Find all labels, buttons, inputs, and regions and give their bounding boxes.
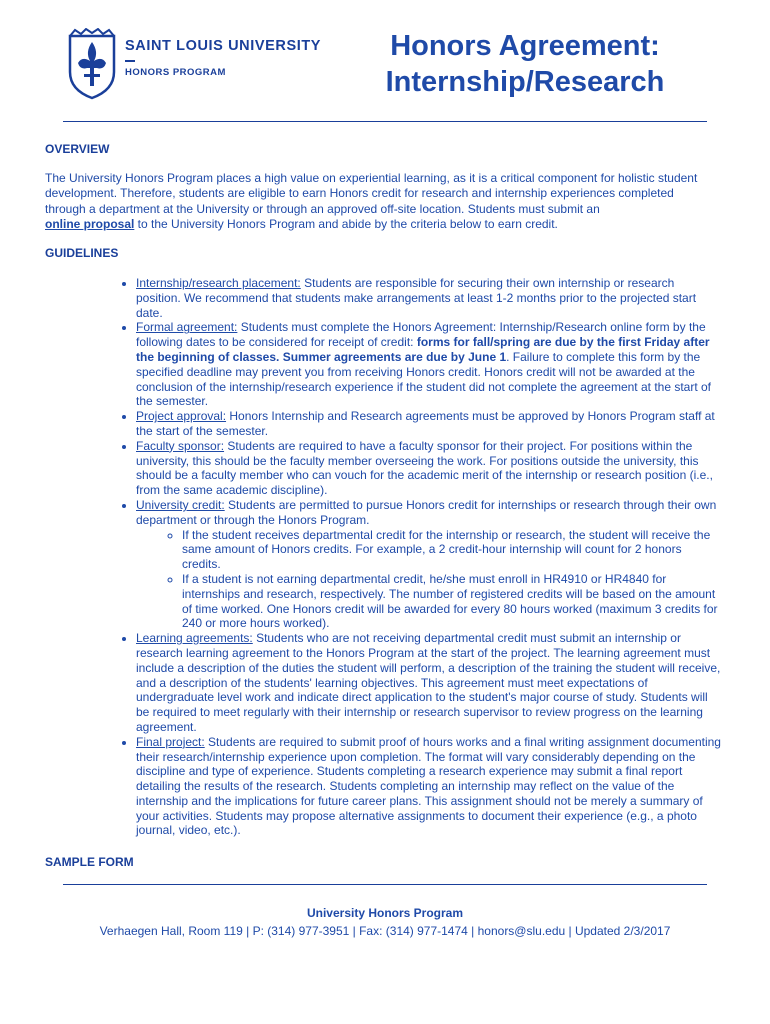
item-label: University credit:	[136, 497, 225, 512]
overview-heading: OVERVIEW	[45, 142, 110, 156]
item-text: Students are responsible for securing their own internship or research position. We recommend that students make arrangements at least 1-2 months prior to the projected start date.	[136, 276, 697, 320]
item-text: . Failure to complete this form by the specified deadline may prevent you from receiving Honors credit. Honors credit will not be awarded at the conclusion of the internship/research experience if the student did not complete the agreement at the start of the semester.	[136, 349, 712, 409]
item-label: Formal agreement:	[136, 320, 238, 335]
list-item	[136, 498, 721, 631]
item-text: Students are required to have a faculty sponsor for their project. For positions within the university, this should be the faculty member overseeing the work. For positions outside the university, this should be a faculty member who can vouch for the academic merit of the internship or research position (i.e., from the same academic discipline).	[136, 438, 713, 498]
item-text: Honors Internship and Research agreements must be approved by Honors Program staff at the start of the semester.	[136, 409, 715, 438]
overview-text-end: to the University Honors Program and abide by the criteria below to earn credit.	[134, 217, 558, 232]
item-label: Final project:	[136, 734, 205, 749]
title-line-2: Internship/Research	[385, 66, 665, 98]
page-title	[360, 28, 690, 100]
fleur-de-lis-shield-icon	[66, 28, 118, 100]
item-label: Internship/research placement:	[136, 276, 301, 290]
online-proposal-link[interactable]: online proposal	[45, 217, 135, 232]
item-deadline: forms for fall/spring are due by the first Friday after the beginning of classes. Summer agreements are due by June 1	[136, 335, 710, 364]
sub-list-item: ◦ If a student is not earning departmental credit, he/she must enroll in HR4910 or HR4840 for internships and research, respectively. The number of registered credits will be based on the amount of time worked. One Honors credit will be awarded for every 80 hours worked (maximum 3 credits for 240 or more hours worked).	[182, 572, 721, 631]
footer-divider	[63, 884, 707, 885]
sub-list-item: ◦ If the student receives departmental credit for the internship or research, the student will receive the same amount of Honors credits. For example, a 2 credit-hour internship will count for 2 honors credits.	[182, 528, 721, 572]
item-label: Learning agreements:	[136, 631, 253, 646]
university-name: SAINT LOUIS UNIVERSITY	[125, 38, 322, 54]
list-item	[136, 631, 721, 735]
title-line-1: Honors Agreement:	[390, 30, 660, 62]
sample-form-heading: SAMPLE FORM	[45, 855, 134, 869]
list-item	[136, 735, 721, 839]
list-item	[136, 439, 721, 498]
footer-org: University Honors Program	[306, 906, 464, 920]
item-text: Students must complete the Honors Agreement: Internship/Research online form by the following dates to be considered for receipt of credit:	[136, 320, 706, 350]
list-item	[136, 276, 721, 320]
footer-contact: Verhaegen Hall, Room 119 | P: (314) 977-3951 | Fax: (314) 977-1474 | honors@slu.edu | Updated 2/3/2017	[99, 924, 671, 938]
item-text: Students are required to submit proof of hours works and a final writing assignment documenting their research/internship experience upon completion. The format will vary considerably depending on the discipline and type of experience. Students completing a research experience may submit a final report detailing the results of the research. Students completing an internship may reflect on the value of the internship and the implications for future career plans. This assignment should not be merely a summary of your activities. Students may propose alternative assignments to document their experience (e.g., a photo journal, video, etc.).	[136, 734, 721, 838]
item-text: Students are permitted to pursue Honors credit for internships or research through their own department or through the Honors Program.	[136, 497, 717, 527]
program-name: HONORS PROGRAM	[125, 67, 226, 78]
item-text: Students who are not receiving departmental credit must submit an internship or research learning agreement to the Honors Program at the start of the project. The learning agreement must include a description of the duties the student will perform, a description of the training the student will receive, and a description of the students' learning objectives. This agreement must meet expectations of undergraduate level work and indicate direct application to the student's major course of study. Students will be required to meet regularly with their internship or research supervisor to review progress on the learning agreement.	[136, 631, 721, 734]
sub-list	[136, 528, 721, 632]
list-item	[136, 409, 721, 439]
logo-divider	[125, 60, 135, 62]
overview-text: The University Honors Program places a high value on experiential learning, as it is a critical component for holistic student development. Therefore, students are eligible to earn Honors credit for research and internship experiences completed through a department at the University or through an approved off-site location. Students must submit an	[45, 171, 698, 216]
item-label: Faculty sponsor:	[136, 438, 225, 453]
guidelines-list	[110, 276, 721, 838]
item-label: Project approval:	[136, 409, 227, 424]
list-item	[136, 320, 721, 409]
guidelines-heading: GUIDELINES	[45, 246, 119, 260]
header-divider	[63, 121, 707, 122]
overview-paragraph	[45, 171, 705, 233]
